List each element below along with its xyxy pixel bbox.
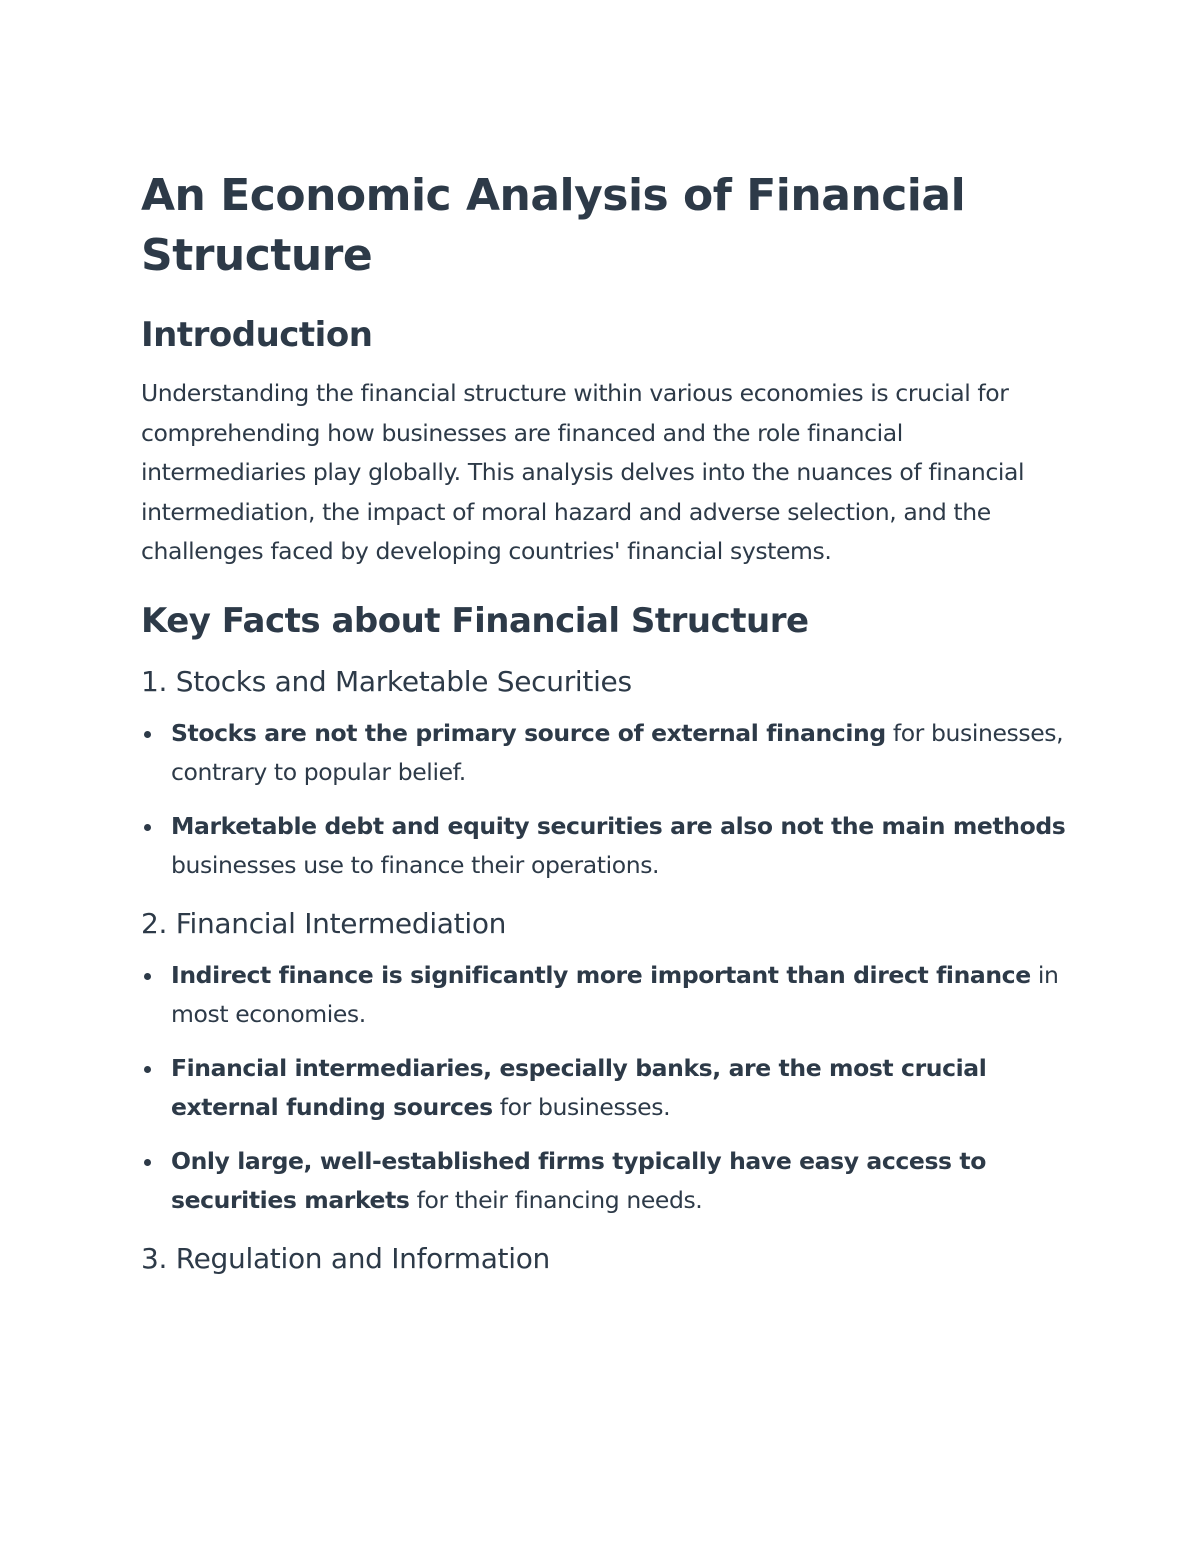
document-title: An Economic Analysis of Financial Structure bbox=[141, 170, 966, 281]
list-item-text: for businesses. bbox=[492, 1093, 671, 1121]
document-page bbox=[141, 166, 1071, 1279]
list-item-bold: Stocks are not the primary source of external financing bbox=[171, 718, 886, 747]
list-item-bold: Only large, well-established firms typically have easy access to securities markets bbox=[171, 1146, 987, 1214]
list-item-text: for their financing needs. bbox=[409, 1186, 703, 1214]
bullet-icon bbox=[144, 824, 151, 831]
list-item bbox=[141, 956, 1071, 1035]
bullet-icon bbox=[144, 1159, 151, 1166]
list-item bbox=[141, 1142, 1071, 1221]
intermediation-bullet-list bbox=[141, 956, 1071, 1221]
list-item-text: businesses use to finance their operations. bbox=[171, 851, 660, 879]
bullet-icon bbox=[144, 973, 151, 980]
list-item-bold: Financial intermediaries, especially banks, are the most crucial external funding sources bbox=[171, 1053, 987, 1121]
bullet-icon bbox=[144, 1066, 151, 1073]
list-item bbox=[141, 807, 1071, 886]
list-item-text: for businesses, contrary to popular belief. bbox=[171, 718, 1064, 786]
list-item bbox=[141, 1049, 1071, 1128]
stocks-bullet-list bbox=[141, 714, 1071, 886]
list-item-bold: Marketable debt and equity securities are also not the main methods bbox=[171, 811, 1066, 840]
list-item-bold: Indirect finance is significantly more important than direct finance bbox=[171, 960, 1031, 989]
section-heading-intermediation: 2. Financial Intermediation bbox=[141, 906, 507, 940]
key-facts-heading: Key Facts about Financial Structure bbox=[141, 600, 809, 641]
bullet-icon bbox=[144, 731, 151, 738]
section-heading-regulation: 3. Regulation and Information bbox=[141, 1241, 550, 1275]
introduction-paragraph: Understanding the financial structure within various economies is crucial for comprehending how businesses are financed and the role financial intermediaries play globally. This analysis delves into the nuances of financial intermediation, the impact of moral hazard and adverse selection, and the challenges faced by developing countries' financial systems. bbox=[141, 379, 1025, 565]
list-item-text: in most economies. bbox=[171, 960, 1059, 1028]
section-heading-stocks: 1. Stocks and Marketable Securities bbox=[141, 664, 632, 698]
introduction-heading: Introduction bbox=[141, 315, 373, 355]
list-item bbox=[141, 714, 1071, 793]
